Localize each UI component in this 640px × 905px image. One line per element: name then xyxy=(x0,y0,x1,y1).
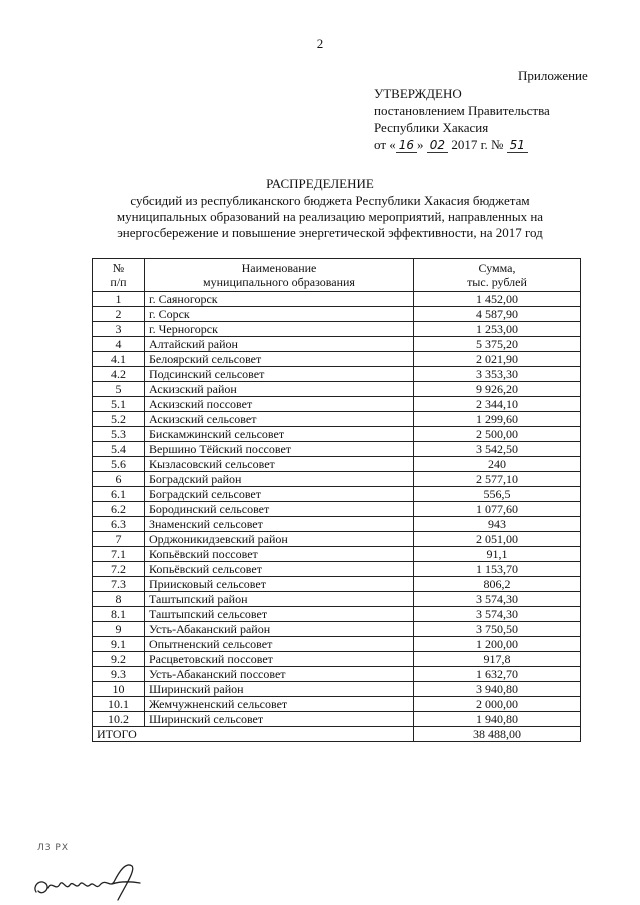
date-mid: » xyxy=(417,137,424,152)
row-number: 5.6 xyxy=(93,457,145,472)
row-sum: 1 253,00 xyxy=(414,322,581,337)
footer-mark: ЛЗ РХ xyxy=(37,843,69,853)
row-number: 9.3 xyxy=(93,667,145,682)
row-name: Белоярский сельсовет xyxy=(145,352,414,367)
row-name: Кызласовский сельсовет xyxy=(145,457,414,472)
table-row xyxy=(93,517,581,532)
table-row xyxy=(93,607,581,622)
row-sum: 2 051,00 xyxy=(414,532,581,547)
table-row xyxy=(93,697,581,712)
appendix-label: Приложение xyxy=(518,68,588,83)
row-name: Расцветовский поссовет xyxy=(145,652,414,667)
total-sum: 38 488,00 xyxy=(414,727,581,742)
row-number: 4.1 xyxy=(93,352,145,367)
row-sum: 2 500,00 xyxy=(414,427,581,442)
row-name: Бородинский сельсовет xyxy=(145,502,414,517)
row-name: Бискамжинский сельсовет xyxy=(145,427,414,442)
row-number: 4.2 xyxy=(93,367,145,382)
row-name: Ширинский район xyxy=(145,682,414,697)
table-row xyxy=(93,592,581,607)
subtitle-line1: субсидий из республиканского бюджета Республики Хакасия бюджетам xyxy=(130,193,530,208)
approval-date-line xyxy=(374,136,550,153)
row-number: 5.1 xyxy=(93,397,145,412)
row-name: Знаменский сельсовет xyxy=(145,517,414,532)
table-row xyxy=(93,322,581,337)
row-sum: 2 000,00 xyxy=(414,697,581,712)
row-name: Орджоникидзевский район xyxy=(145,532,414,547)
row-number: 5.4 xyxy=(93,442,145,457)
row-number: 10 xyxy=(93,682,145,697)
table-row xyxy=(93,457,581,472)
table-row xyxy=(93,532,581,547)
document-number: 51 xyxy=(507,139,528,153)
row-sum: 2 021,90 xyxy=(414,352,581,367)
row-sum: 3 574,30 xyxy=(414,607,581,622)
row-sum: 9 926,20 xyxy=(414,382,581,397)
row-name: г. Сорск xyxy=(145,307,414,322)
row-sum: 3 750,50 xyxy=(414,622,581,637)
row-name: Аскизский поссовет xyxy=(145,397,414,412)
approved-title: УТВЕРЖДЕНО xyxy=(374,86,462,101)
row-number: 2 xyxy=(93,307,145,322)
row-name: Ширинский сельсовет xyxy=(145,712,414,727)
row-sum: 1 200,00 xyxy=(414,637,581,652)
row-sum: 1 077,60 xyxy=(414,502,581,517)
row-name: Копьёвский поссовет xyxy=(145,547,414,562)
table-row xyxy=(93,397,581,412)
date-month: 02 xyxy=(427,139,448,153)
row-sum: 91,1 xyxy=(414,547,581,562)
row-name: Усть-Абаканский район xyxy=(145,622,414,637)
approval-block xyxy=(374,85,550,153)
table-body xyxy=(93,292,581,727)
row-number: 6 xyxy=(93,472,145,487)
row-sum: 917,8 xyxy=(414,652,581,667)
row-name: Боградский сельсовет xyxy=(145,487,414,502)
table-row xyxy=(93,622,581,637)
table-row xyxy=(93,352,581,367)
row-number: 7.1 xyxy=(93,547,145,562)
header-number-line2: п/п xyxy=(110,275,127,289)
row-number: 10.1 xyxy=(93,697,145,712)
row-number: 1 xyxy=(93,292,145,307)
table-row xyxy=(93,472,581,487)
row-sum: 4 587,90 xyxy=(414,307,581,322)
row-sum: 806,2 xyxy=(414,577,581,592)
row-sum: 1 299,60 xyxy=(414,412,581,427)
approved-by-line1: постановлением Правительства xyxy=(374,103,550,118)
row-number: 8 xyxy=(93,592,145,607)
document-subtitle xyxy=(80,193,580,241)
table-row xyxy=(93,502,581,517)
row-number: 6.3 xyxy=(93,517,145,532)
row-number: 7 xyxy=(93,532,145,547)
table-row xyxy=(93,412,581,427)
row-sum: 240 xyxy=(414,457,581,472)
row-number: 5.3 xyxy=(93,427,145,442)
row-sum: 1 452,00 xyxy=(414,292,581,307)
table-row xyxy=(93,427,581,442)
header-sum xyxy=(414,259,581,292)
row-number: 10.2 xyxy=(93,712,145,727)
row-name: Вершино Тёйский поссовет xyxy=(145,442,414,457)
table-row xyxy=(93,682,581,697)
row-name: Усть-Абаканский поссовет xyxy=(145,667,414,682)
row-number: 5.2 xyxy=(93,412,145,427)
row-name: Аскизский район xyxy=(145,382,414,397)
row-name: Копьёвский сельсовет xyxy=(145,562,414,577)
table-row xyxy=(93,382,581,397)
table-row xyxy=(93,652,581,667)
row-sum: 1 632,70 xyxy=(414,667,581,682)
subsidy-distribution-table xyxy=(92,258,581,742)
header-sum-line1: Сумма, xyxy=(478,261,516,275)
header-name-line1: Наименование xyxy=(241,261,317,275)
total-row xyxy=(93,727,581,742)
table-row xyxy=(93,577,581,592)
row-sum: 3 542,50 xyxy=(414,442,581,457)
row-sum: 3 353,30 xyxy=(414,367,581,382)
table-row xyxy=(93,307,581,322)
row-number: 4 xyxy=(93,337,145,352)
table-row xyxy=(93,562,581,577)
table-row xyxy=(93,487,581,502)
row-sum: 1 153,70 xyxy=(414,562,581,577)
row-number: 9 xyxy=(93,622,145,637)
signature-image xyxy=(28,858,158,903)
date-year: 2017 г. № xyxy=(451,137,504,152)
date-prefix: от « xyxy=(374,137,396,152)
table-row xyxy=(93,367,581,382)
row-number: 9.1 xyxy=(93,637,145,652)
approved-by-line2: Республики Хакасия xyxy=(374,120,489,135)
row-sum: 943 xyxy=(414,517,581,532)
row-name: Приисковый сельсовет xyxy=(145,577,414,592)
row-sum: 556,5 xyxy=(414,487,581,502)
row-number: 5 xyxy=(93,382,145,397)
row-name: Жемчужненский сельсовет xyxy=(145,697,414,712)
table-row xyxy=(93,667,581,682)
row-name: г. Саяногорск xyxy=(145,292,414,307)
header-sum-line2: тыс. рублей xyxy=(467,275,527,289)
row-name: Опытненский сельсовет xyxy=(145,637,414,652)
row-number: 3 xyxy=(93,322,145,337)
subtitle-line2: муниципальных образований на реализацию мероприятий, направленных на xyxy=(116,209,544,224)
page-number: 2 xyxy=(316,36,324,51)
row-sum: 5 375,20 xyxy=(414,337,581,352)
row-sum: 3 940,80 xyxy=(414,682,581,697)
header-name xyxy=(145,259,414,292)
row-name: Таштыпский сельсовет xyxy=(145,607,414,622)
table-row xyxy=(93,712,581,727)
row-number: 7.3 xyxy=(93,577,145,592)
header-number xyxy=(93,259,145,292)
row-name: г. Черногорск xyxy=(145,322,414,337)
row-number: 7.2 xyxy=(93,562,145,577)
table-row xyxy=(93,337,581,352)
table-row xyxy=(93,637,581,652)
row-name: Алтайский район xyxy=(145,337,414,352)
row-sum: 2 577,10 xyxy=(414,472,581,487)
row-name: Подсинский сельсовет xyxy=(145,367,414,382)
row-number: 9.2 xyxy=(93,652,145,667)
table-row xyxy=(93,292,581,307)
row-name: Боградский район xyxy=(145,472,414,487)
row-number: 8.1 xyxy=(93,607,145,622)
header-name-line2: муниципального образования xyxy=(203,275,355,289)
row-sum: 2 344,10 xyxy=(414,397,581,412)
row-sum: 3 574,30 xyxy=(414,592,581,607)
table-row xyxy=(93,442,581,457)
document-title: РАСПРЕДЕЛЕНИЕ xyxy=(266,176,374,191)
row-number: 6.1 xyxy=(93,487,145,502)
row-name: Таштыпский район xyxy=(145,592,414,607)
row-name: Аскизский сельсовет xyxy=(145,412,414,427)
date-day: 16 xyxy=(396,139,417,153)
row-number: 6.2 xyxy=(93,502,145,517)
table-row xyxy=(93,547,581,562)
total-label: ИТОГО xyxy=(93,727,414,742)
subtitle-line3: энергосбережение и повышение энергетической эффективности, на 2017 год xyxy=(117,225,543,240)
header-number-line1: № xyxy=(112,261,125,275)
row-sum: 1 940,80 xyxy=(414,712,581,727)
table-header-row xyxy=(93,259,581,292)
